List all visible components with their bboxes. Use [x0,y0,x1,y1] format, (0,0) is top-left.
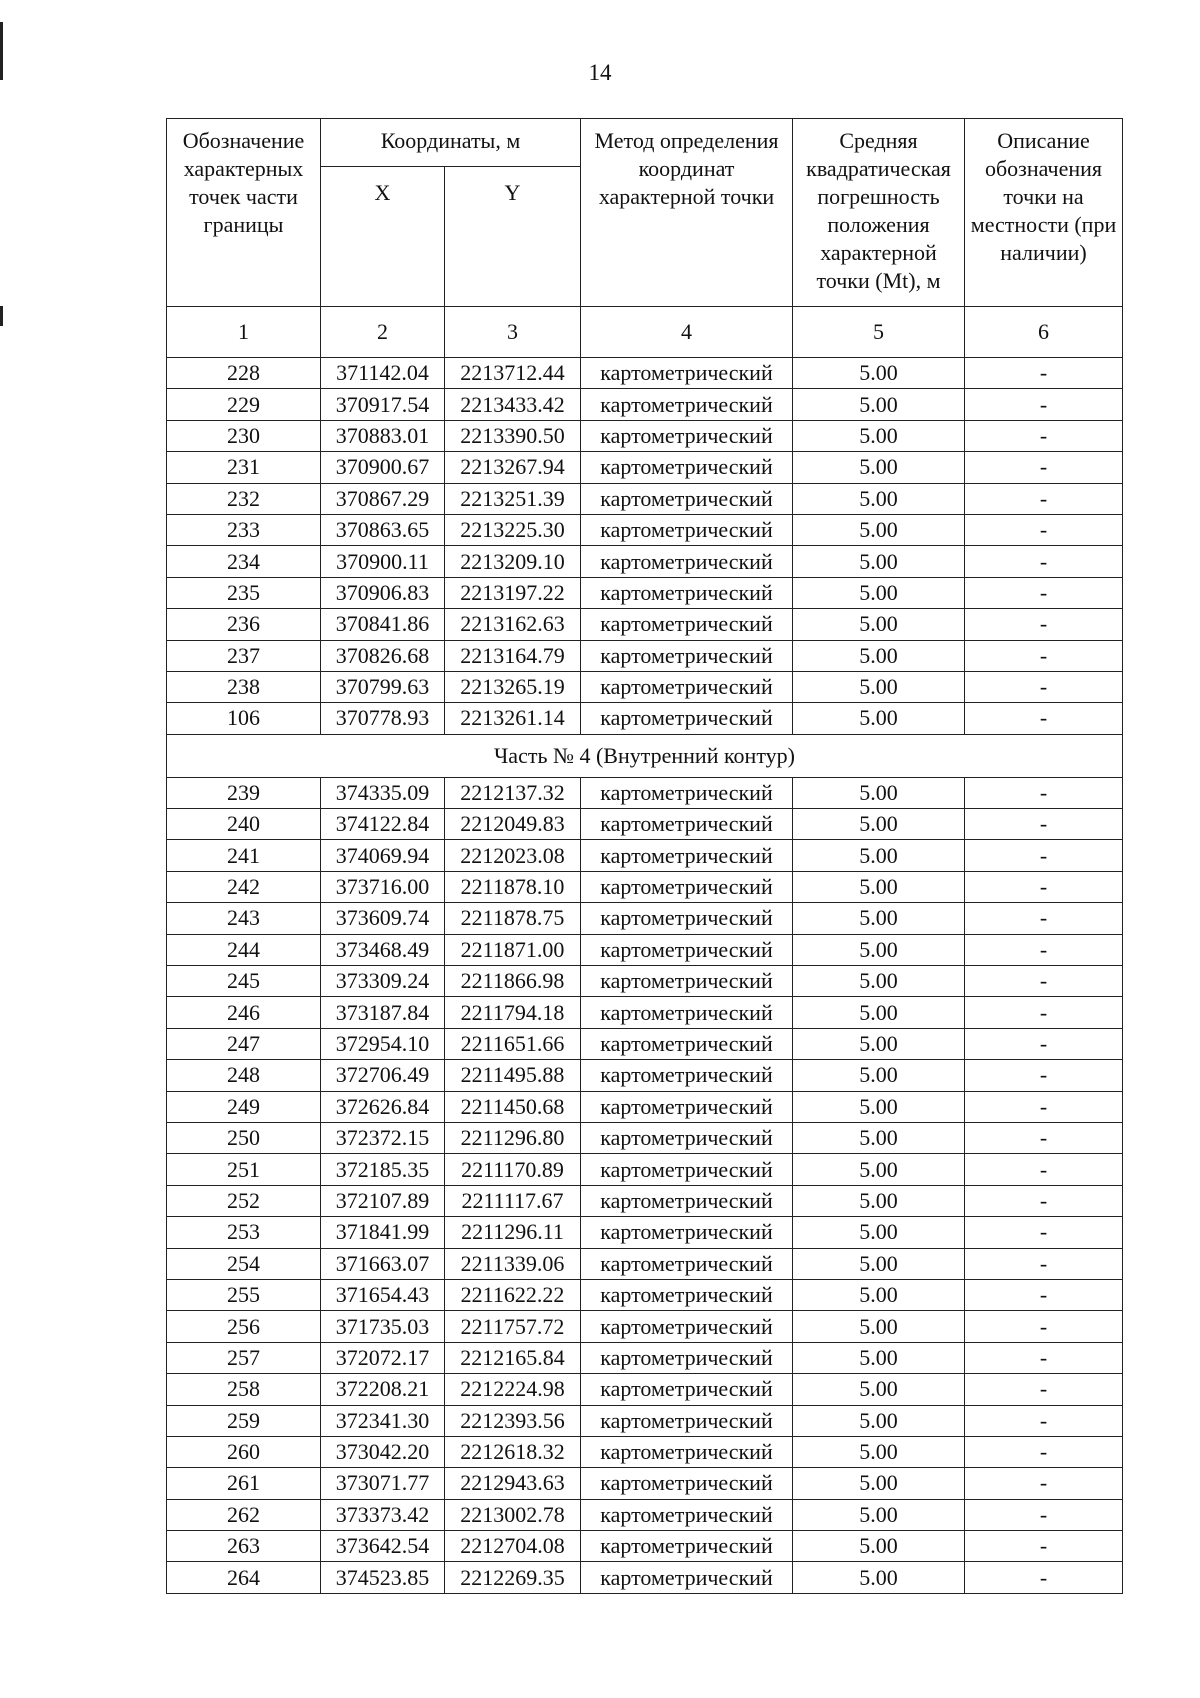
cell-point-id: 248 [167,1060,321,1091]
column-number: 5 [793,307,965,358]
header-x: X [321,167,445,307]
cell-mean-error: 5.00 [793,1405,965,1436]
cell-coord-y: 2213002.78 [445,1499,581,1530]
cell-method: картометрический [581,840,793,871]
cell-coord-y: 2213197.22 [445,577,581,608]
cell-coord-x: 370778.93 [321,703,445,734]
cell-mean-error: 5.00 [793,452,965,483]
cell-description: - [965,1185,1123,1216]
table-row [167,1311,1123,1342]
table-row [167,966,1123,997]
cell-point-id: 238 [167,671,321,702]
cell-coord-y: 2211495.88 [445,1060,581,1091]
cell-method: картометрический [581,358,793,389]
cell-coord-x: 373071.77 [321,1468,445,1499]
cell-coord-x: 372341.30 [321,1405,445,1436]
cell-mean-error: 5.00 [793,1499,965,1530]
cell-point-id: 233 [167,514,321,545]
cell-point-id: 251 [167,1154,321,1185]
cell-mean-error: 5.00 [793,640,965,671]
cell-coord-y: 2212165.84 [445,1342,581,1373]
cell-method: картометрический [581,1060,793,1091]
cell-coord-y: 2211757.72 [445,1311,581,1342]
cell-mean-error: 5.00 [793,703,965,734]
cell-coord-y: 2213225.30 [445,514,581,545]
cell-method: картометрический [581,514,793,545]
cell-coord-y: 2212618.32 [445,1436,581,1467]
cell-coord-y: 2213433.42 [445,389,581,420]
cell-method: картометрический [581,903,793,934]
cell-coord-x: 373042.20 [321,1436,445,1467]
cell-coord-y: 2212137.32 [445,777,581,808]
cell-coord-x: 373373.42 [321,1499,445,1530]
cell-description: - [965,1154,1123,1185]
cell-coord-x: 372072.17 [321,1342,445,1373]
table-row [167,871,1123,902]
cell-method: картометрический [581,452,793,483]
cell-method: картометрический [581,577,793,608]
cell-description: - [965,1279,1123,1310]
table-row [167,1436,1123,1467]
table-row [167,840,1123,871]
table-row [167,389,1123,420]
cell-description: - [965,671,1123,702]
table-row [167,1122,1123,1153]
cell-description: - [965,514,1123,545]
cell-coord-x: 370826.68 [321,640,445,671]
cell-mean-error: 5.00 [793,871,965,902]
table-row [167,1468,1123,1499]
cell-description: - [965,1091,1123,1122]
cell-mean-error: 5.00 [793,1436,965,1467]
table-row [167,640,1123,671]
cell-point-id: 246 [167,997,321,1028]
table-row [167,577,1123,608]
cell-method: картометрический [581,389,793,420]
cell-method: картометрический [581,997,793,1028]
cell-coord-y: 2213265.19 [445,671,581,702]
table-row [167,703,1123,734]
cell-coord-x: 371663.07 [321,1248,445,1279]
cell-point-id: 261 [167,1468,321,1499]
cell-method: картометрический [581,1279,793,1310]
cell-coord-y: 2211296.11 [445,1217,581,1248]
cell-coord-y: 2213164.79 [445,640,581,671]
cell-method: картометрический [581,1374,793,1405]
cell-mean-error: 5.00 [793,1060,965,1091]
cell-description: - [965,1499,1123,1530]
cell-coord-x: 373468.49 [321,934,445,965]
cell-coord-y: 2211878.75 [445,903,581,934]
cell-mean-error: 5.00 [793,1468,965,1499]
cell-description: - [965,420,1123,451]
cell-description: - [965,577,1123,608]
cell-mean-error: 5.00 [793,1562,965,1593]
cell-point-id: 106 [167,703,321,734]
cell-description: - [965,1405,1123,1436]
cell-mean-error: 5.00 [793,777,965,808]
cell-mean-error: 5.00 [793,671,965,702]
table-row [167,1374,1123,1405]
cell-mean-error: 5.00 [793,577,965,608]
table-row [167,1248,1123,1279]
cell-coord-x: 370867.29 [321,483,445,514]
cell-coord-x: 372208.21 [321,1374,445,1405]
cell-coord-y: 2213251.39 [445,483,581,514]
cell-description: - [965,358,1123,389]
cell-method: картометрический [581,483,793,514]
cell-method: картометрический [581,1342,793,1373]
cell-coord-y: 2211170.89 [445,1154,581,1185]
cell-mean-error: 5.00 [793,1279,965,1310]
cell-coord-x: 374335.09 [321,777,445,808]
cell-method: картометрический [581,703,793,734]
cell-point-id: 242 [167,871,321,902]
cell-coord-x: 372372.15 [321,1122,445,1153]
table-row [167,546,1123,577]
cell-point-id: 264 [167,1562,321,1593]
table-row [167,1185,1123,1216]
cell-coord-x: 370917.54 [321,389,445,420]
table-row [167,420,1123,451]
cell-coord-y: 2213162.63 [445,609,581,640]
cell-coord-x: 374523.85 [321,1562,445,1593]
column-number: 1 [167,307,321,358]
cell-mean-error: 5.00 [793,1531,965,1562]
cell-description: - [965,997,1123,1028]
cell-coord-x: 370900.67 [321,452,445,483]
cell-description: - [965,1468,1123,1499]
cell-mean-error: 5.00 [793,934,965,965]
cell-coord-x: 373642.54 [321,1531,445,1562]
cell-description: - [965,840,1123,871]
cell-coord-x: 373609.74 [321,903,445,934]
cell-point-id: 249 [167,1091,321,1122]
cell-method: картометрический [581,1531,793,1562]
cell-method: картометрический [581,1436,793,1467]
cell-coord-y: 2212224.98 [445,1374,581,1405]
cell-coord-y: 2213390.50 [445,420,581,451]
table-row [167,1342,1123,1373]
cell-point-id: 252 [167,1185,321,1216]
table-row [167,609,1123,640]
table-row [167,1154,1123,1185]
cell-coord-y: 2212943.63 [445,1468,581,1499]
cell-method: картометрический [581,640,793,671]
cell-description: - [965,871,1123,902]
cell-coord-x: 372626.84 [321,1091,445,1122]
cell-point-id: 234 [167,546,321,577]
table-row [167,483,1123,514]
cell-mean-error: 5.00 [793,997,965,1028]
cell-point-id: 230 [167,420,321,451]
cell-point-id: 263 [167,1531,321,1562]
table-row [167,1405,1123,1436]
cell-method: картометрический [581,1499,793,1530]
cell-description: - [965,1060,1123,1091]
cell-point-id: 241 [167,840,321,871]
cell-coord-y: 2211450.68 [445,1091,581,1122]
cell-description: - [965,1122,1123,1153]
cell-coord-y: 2212269.35 [445,1562,581,1593]
cell-coord-x: 370900.11 [321,546,445,577]
cell-description: - [965,452,1123,483]
table-row [167,1091,1123,1122]
table-row [167,1217,1123,1248]
table-row [167,934,1123,965]
cell-coord-x: 372706.49 [321,1060,445,1091]
cell-mean-error: 5.00 [793,1342,965,1373]
boundary-points-table [166,118,1123,1594]
cell-description: - [965,1436,1123,1467]
table-row [167,452,1123,483]
cell-mean-error: 5.00 [793,1028,965,1059]
cell-coord-x: 371142.04 [321,358,445,389]
cell-coord-y: 2213261.14 [445,703,581,734]
cell-mean-error: 5.00 [793,1122,965,1153]
cell-method: картометрический [581,1468,793,1499]
cell-description: - [965,1311,1123,1342]
cell-description: - [965,483,1123,514]
table-row [167,1499,1123,1530]
cell-coord-y: 2213267.94 [445,452,581,483]
cell-coord-y: 2212704.08 [445,1531,581,1562]
cell-coord-y: 2211651.66 [445,1028,581,1059]
column-number: 2 [321,307,445,358]
cell-coord-y: 2211878.10 [445,871,581,902]
header-coordinates: Координаты, м [321,119,581,167]
cell-description: - [965,389,1123,420]
table-row [167,1060,1123,1091]
cell-point-id: 232 [167,483,321,514]
cell-mean-error: 5.00 [793,1217,965,1248]
cell-coord-y: 2211622.22 [445,1279,581,1310]
cell-point-id: 262 [167,1499,321,1530]
cell-coord-y: 2213209.10 [445,546,581,577]
cell-point-id: 237 [167,640,321,671]
cell-coord-x: 371841.99 [321,1217,445,1248]
cell-method: картометрический [581,1122,793,1153]
cell-coord-x: 371735.03 [321,1311,445,1342]
cell-method: картометрический [581,934,793,965]
cell-point-id: 259 [167,1405,321,1436]
cell-coord-y: 2211866.98 [445,966,581,997]
section-row [167,734,1123,777]
cell-method: картометрический [581,1091,793,1122]
cell-point-id: 257 [167,1342,321,1373]
cell-point-id: 243 [167,903,321,934]
cell-method: картометрический [581,1185,793,1216]
cell-coord-y: 2211794.18 [445,997,581,1028]
cell-mean-error: 5.00 [793,389,965,420]
table-row [167,514,1123,545]
table-body [167,358,1123,1594]
header-method: Метод определения координат характерной точки [581,119,793,307]
cell-mean-error: 5.00 [793,1091,965,1122]
cell-mean-error: 5.00 [793,1248,965,1279]
cell-mean-error: 5.00 [793,966,965,997]
cell-point-id: 244 [167,934,321,965]
table-row [167,671,1123,702]
cell-method: картометрический [581,546,793,577]
cell-mean-error: 5.00 [793,1374,965,1405]
column-number: 4 [581,307,793,358]
table-row [167,777,1123,808]
cell-description: - [965,809,1123,840]
cell-coord-y: 2212049.83 [445,809,581,840]
cell-description: - [965,903,1123,934]
cell-method: картометрический [581,871,793,902]
cell-coord-x: 373716.00 [321,871,445,902]
cell-method: картометрический [581,671,793,702]
cell-mean-error: 5.00 [793,546,965,577]
cell-coord-y: 2212023.08 [445,840,581,871]
table-row [167,1562,1123,1593]
cell-mean-error: 5.00 [793,903,965,934]
cell-coord-x: 374069.94 [321,840,445,871]
cell-mean-error: 5.00 [793,358,965,389]
cell-coord-x: 370883.01 [321,420,445,451]
cell-coord-x: 370863.65 [321,514,445,545]
cell-description: - [965,1531,1123,1562]
cell-method: картометрический [581,809,793,840]
cell-method: картометрический [581,1405,793,1436]
cell-mean-error: 5.00 [793,1185,965,1216]
cell-mean-error: 5.00 [793,1311,965,1342]
cell-description: - [965,640,1123,671]
header-column-numbers [167,307,1123,358]
cell-point-id: 236 [167,609,321,640]
cell-coord-x: 372185.35 [321,1154,445,1185]
cell-mean-error: 5.00 [793,609,965,640]
cell-point-id: 231 [167,452,321,483]
cell-description: - [965,1028,1123,1059]
cell-description: - [965,777,1123,808]
table-row [167,997,1123,1028]
cell-description: - [965,1374,1123,1405]
cell-description: - [965,1342,1123,1373]
cell-description: - [965,934,1123,965]
cell-coord-y: 2211871.00 [445,934,581,965]
table-row [167,809,1123,840]
cell-coord-x: 371654.43 [321,1279,445,1310]
cell-coord-x: 372107.89 [321,1185,445,1216]
cell-method: картометрический [581,1311,793,1342]
cell-point-id: 228 [167,358,321,389]
cell-description: - [965,966,1123,997]
table-row [167,903,1123,934]
cell-point-id: 240 [167,809,321,840]
cell-point-id: 229 [167,389,321,420]
cell-point-id: 239 [167,777,321,808]
header-y: Y [445,167,581,307]
header-mean-error: Средняя квадратическая погрешность положения характерной точки (Mt), м [793,119,965,307]
cell-method: картометрический [581,1154,793,1185]
cell-method: картометрический [581,777,793,808]
page-number: 14 [588,60,612,85]
cell-point-id: 247 [167,1028,321,1059]
cell-description: - [965,1562,1123,1593]
cell-point-id: 254 [167,1248,321,1279]
section-title: Часть № 4 (Внутренний контур) [167,734,1123,777]
cell-point-id: 253 [167,1217,321,1248]
cell-method: картометрический [581,1028,793,1059]
cell-point-id: 255 [167,1279,321,1310]
cell-mean-error: 5.00 [793,809,965,840]
cell-coord-x: 370841.86 [321,609,445,640]
cell-coord-x: 372954.10 [321,1028,445,1059]
cell-coord-y: 2211117.67 [445,1185,581,1216]
cell-mean-error: 5.00 [793,1154,965,1185]
table-row [167,1531,1123,1562]
header-point-designation: Обозначение характерных точек части границы [167,119,321,307]
cell-point-id: 260 [167,1436,321,1467]
cell-method: картометрический [581,609,793,640]
column-number: 3 [445,307,581,358]
table-row [167,358,1123,389]
cell-method: картометрический [581,1248,793,1279]
table-row [167,1279,1123,1310]
cell-point-id: 235 [167,577,321,608]
cell-description: - [965,1248,1123,1279]
cell-method: картометрический [581,1562,793,1593]
header-description: Описание обозначения точки на местности (при наличии) [965,119,1123,307]
cell-coord-y: 2212393.56 [445,1405,581,1436]
cell-coord-y: 2211339.06 [445,1248,581,1279]
cell-description: - [965,703,1123,734]
cell-description: - [965,546,1123,577]
cell-coord-x: 373187.84 [321,997,445,1028]
column-number: 6 [965,307,1123,358]
cell-method: картометрический [581,966,793,997]
scan-edge-mark [0,306,3,326]
cell-mean-error: 5.00 [793,483,965,514]
cell-coord-x: 373309.24 [321,966,445,997]
cell-point-id: 245 [167,966,321,997]
cell-coord-x: 370799.63 [321,671,445,702]
cell-coord-x: 374122.84 [321,809,445,840]
cell-mean-error: 5.00 [793,840,965,871]
cell-method: картометрический [581,1217,793,1248]
cell-mean-error: 5.00 [793,420,965,451]
cell-coord-y: 2213712.44 [445,358,581,389]
cell-description: - [965,609,1123,640]
cell-method: картометрический [581,420,793,451]
cell-description: - [965,1217,1123,1248]
cell-coord-y: 2211296.80 [445,1122,581,1153]
cell-point-id: 256 [167,1311,321,1342]
cell-coord-x: 370906.83 [321,577,445,608]
cell-point-id: 250 [167,1122,321,1153]
cell-mean-error: 5.00 [793,514,965,545]
table-row [167,1028,1123,1059]
cell-point-id: 258 [167,1374,321,1405]
